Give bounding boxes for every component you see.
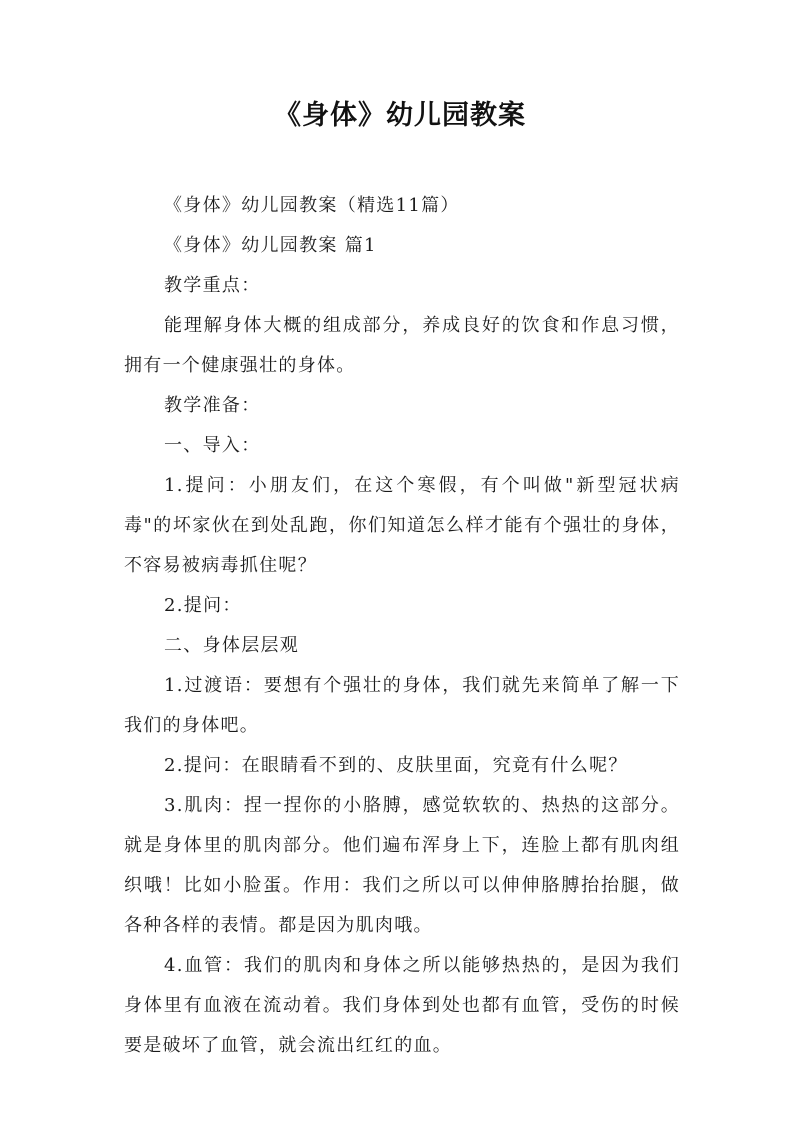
paragraph-muscle: 3.肌肉：捏一捏你的小胳膊，感觉软软的、热热的这部分。就是身体里的肌肉部分。他们遍布浑身上下，连脸上都有肌肉组织哦！比如小脸蛋。作用：我们之所以可以伸伸胳膊抬抬腿，做各种各样的表情。都是因为肌肉哦。 bbox=[124, 795, 680, 936]
paragraph-teaching-prep-label: 教学准备： bbox=[164, 395, 261, 416]
paragraph-intro-question-2: 2.提问： bbox=[164, 595, 242, 616]
paragraph-teaching-focus: 能理解身体大概的组成部分，养成良好的饮食和作息习惯，拥有一个健康强壮的身体。 bbox=[124, 315, 680, 376]
paragraph-teaching-focus-label: 教学重点： bbox=[164, 275, 261, 296]
paragraph-transition: 1.过渡语：要想有个强壮的身体，我们就先来简单了解一下我们的身体吧。 bbox=[124, 675, 680, 736]
paragraph-blood-vessel: 4.血管：我们的肌肉和身体之所以能够热热的，是因为我们身体里有血液在流动着。我们身体到处也都有血管，受伤的时候要是破坏了血管，就会流出红红的血。 bbox=[124, 955, 680, 1056]
paragraph-intro-question-1: 1.提问：小朋友们，在这个寒假，有个叫做"新型冠状病毒"的坏家伙在到处乱跑，你们知道怎么样才能有个强壮的身体，不容易被病毒抓住呢？ bbox=[124, 475, 680, 576]
document-body bbox=[124, 186, 680, 1066]
paragraph-intro-heading: 一、导入： bbox=[164, 435, 261, 456]
document-title: 《身体》幼儿园教案 bbox=[274, 100, 526, 131]
paragraph-section-heading: 《身体》幼儿园教案 篇1 bbox=[164, 235, 377, 256]
paragraph-question-skin: 2.提问：在眼睛看不到的、皮肤里面，究竟有什么呢？ bbox=[164, 755, 628, 776]
paragraph-body-layers-heading: 二、身体层层观 bbox=[164, 635, 300, 656]
paragraph-subtitle: 《身体》幼儿园教案（精选11篇） bbox=[164, 195, 460, 216]
